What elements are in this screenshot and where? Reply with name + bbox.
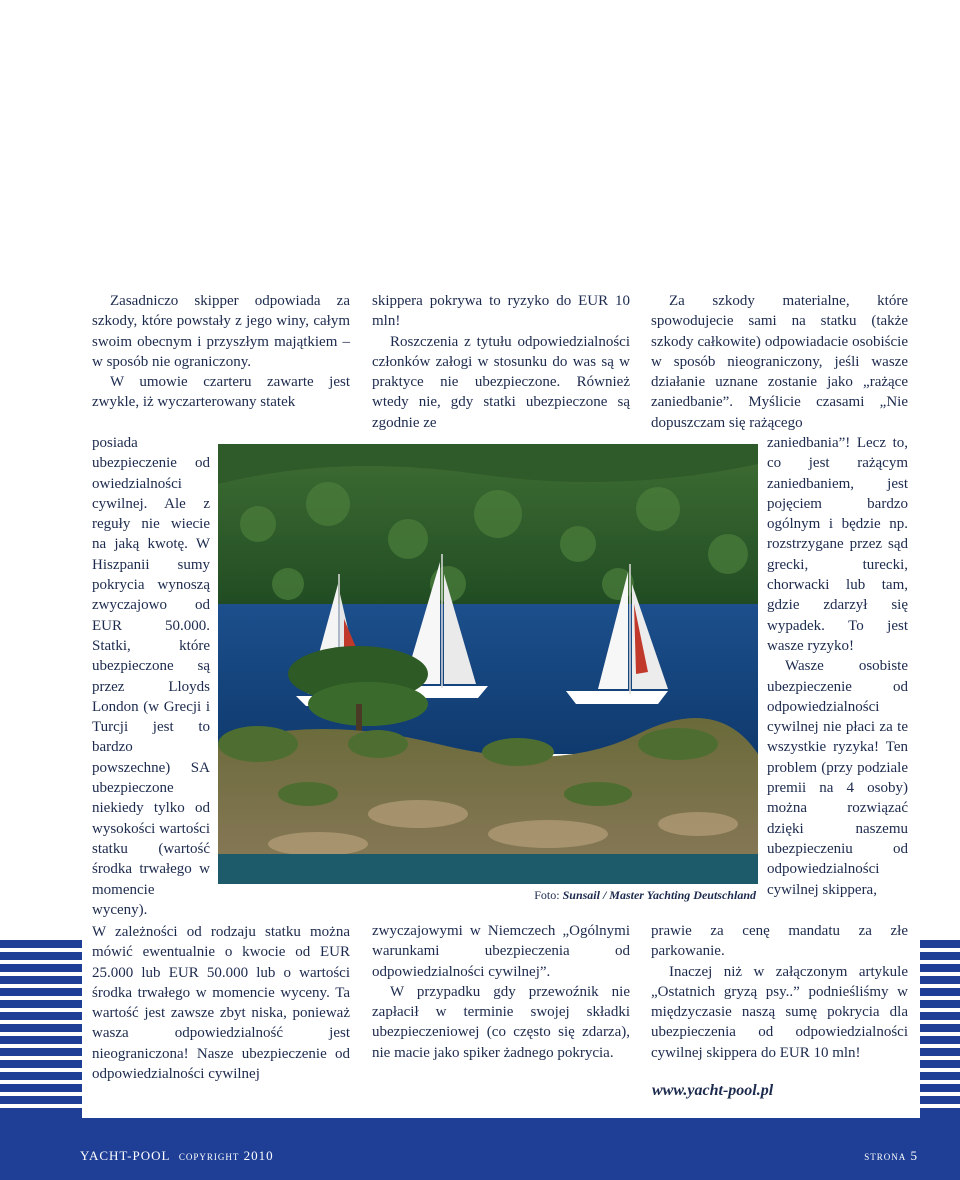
col3-paragraph-3: Wasze osobiste ubezpieczenie od odpowiedzialności cywilnej nie płaci za te wszystkie ryzyka! Ten problem (przy podziale premii na 4 osoby) można rozwiązać dzięki naszemu ubezpieczeniu od odpowiedzialności cywilnej skippera,: [767, 658, 908, 898]
col3-paragraph-2: zaniedbania”! Lecz to, co jest rażącym zaniedbaniem, jest pojęciem bardzo ogólnym i będzie np. rozstrzygane przez sąd grecki, turecki, chorwacki lub tam, gdzie zdarzył się wypadek. To jest wasze ryzyko!: [767, 435, 908, 654]
column-1-bottom: [92, 922, 350, 1084]
col1-paragraph-3: W zależności od rodzaju statku można mówić ewentualnie o kwocie od EUR 25.000 lub EUR 50.000 lub o wartości środka trwałego w momencie wyceny. Ta wartość jest zawsze zbyt niska, ponieważ wasza odpowiedzialność jest nieograniczona! Nasze ubezpieczenie od odpowiedzialności cywilnej: [92, 924, 350, 1083]
footer-bar: [0, 1112, 960, 1180]
col1-paragraph-1: Zasadniczo skipper odpowiada za szkody, które powstały z jego winy, całym swoim obecnym i przyszłym majątkiem – w sposób nie ograniczony.: [92, 293, 350, 370]
footer-page-number: 5: [910, 1148, 918, 1163]
column-2-top: [372, 291, 630, 433]
footer-brand: YACHT-POOL: [80, 1148, 171, 1163]
col2-paragraph-3: zwyczajowymi w Niemczech „Ogólnymi warunkami ubezpieczenia od odpowiedzialności cywilnej”.: [372, 923, 630, 980]
column-3-narrow: [767, 433, 908, 900]
col3-paragraph-1: Za szkody materialne, które spowodujecie sami na statku (także szkody całkowite) odpowiadacie osobiście w sposób nieograniczony, jeśli wasze działanie uznane zostanie jako „rażące zaniedbanie”. Myślicie czasami „Nie dopuszczam się rażącego: [651, 293, 908, 431]
website-link[interactable]: www.yacht-pool.pl: [652, 1082, 774, 1099]
col2-paragraph-1: skippera pokrywa to ryzyko do EUR 10 mln!: [372, 293, 630, 330]
col2-paragraph-2: Roszczenia z tytułu odpowiedzialności członków załogi w stosunku do was są w praktyce nie ubezpieczone. Również wtedy nie, gdy statki ubezpieczone są zgodnie ze: [372, 333, 630, 431]
footer-left: [80, 1148, 274, 1164]
column-1-narrow: [92, 433, 210, 920]
col3-paragraph-5: Inaczej niż w załączonym artykule „Ostatnich gryzą psy..” podnieśliśmy w międzyczasie naszą sumę pokrycia dla ubezpieczenia od odpowiedzialności cywilnej skippera do EUR 10 mln!: [651, 963, 908, 1061]
col1-paragraph-2-start: W umowie czarteru zawarte jest zwykle, iż wyczarterowany statek: [92, 374, 350, 411]
caption-source: Sunsail / Master Yachting Deutschland: [562, 888, 756, 902]
col1-paragraph-2-narrow: posiada ubezpieczenie od owiedzialności cywilnej. Ale z reguły nie wiecie na jaką kwotę. W Hiszpanii sumy pokrycia wynoszą zwyczajowo od EUR 50.000. Statki, które ubezpieczone są przez Lloyds London (w Grecji i Turcji jest to bardzo powszechne) SA ubezpieczone niekiedy tylko od wysokości wartości statku (wartość środka trwałego w momencie wyceny).: [92, 435, 210, 918]
column-3-top: [651, 291, 908, 433]
shallow-water: [218, 854, 758, 884]
caption-prefix: Foto:: [534, 888, 563, 902]
column-2-bottom: [372, 921, 630, 1063]
column-1-top: [92, 291, 350, 413]
footer-page-label: strona: [864, 1148, 907, 1163]
column-3-bottom: [651, 921, 908, 1063]
sailboats-photo: [218, 444, 758, 884]
col2-paragraph-4: W przypadku gdy przewoźnik nie zapłacił w terminie swojej składki ubezpieczeniowej (co często się zdarza), nie macie jako spiker żadnego pokrycia.: [372, 983, 630, 1061]
footer-copyright: copyright 2010: [178, 1148, 274, 1163]
sailboats-illustration: [218, 444, 758, 884]
footer-right: [864, 1148, 918, 1164]
photo-caption: [516, 888, 756, 903]
col3-paragraph-4: prawie za cenę mandatu za złe parkowanie.: [651, 923, 908, 960]
